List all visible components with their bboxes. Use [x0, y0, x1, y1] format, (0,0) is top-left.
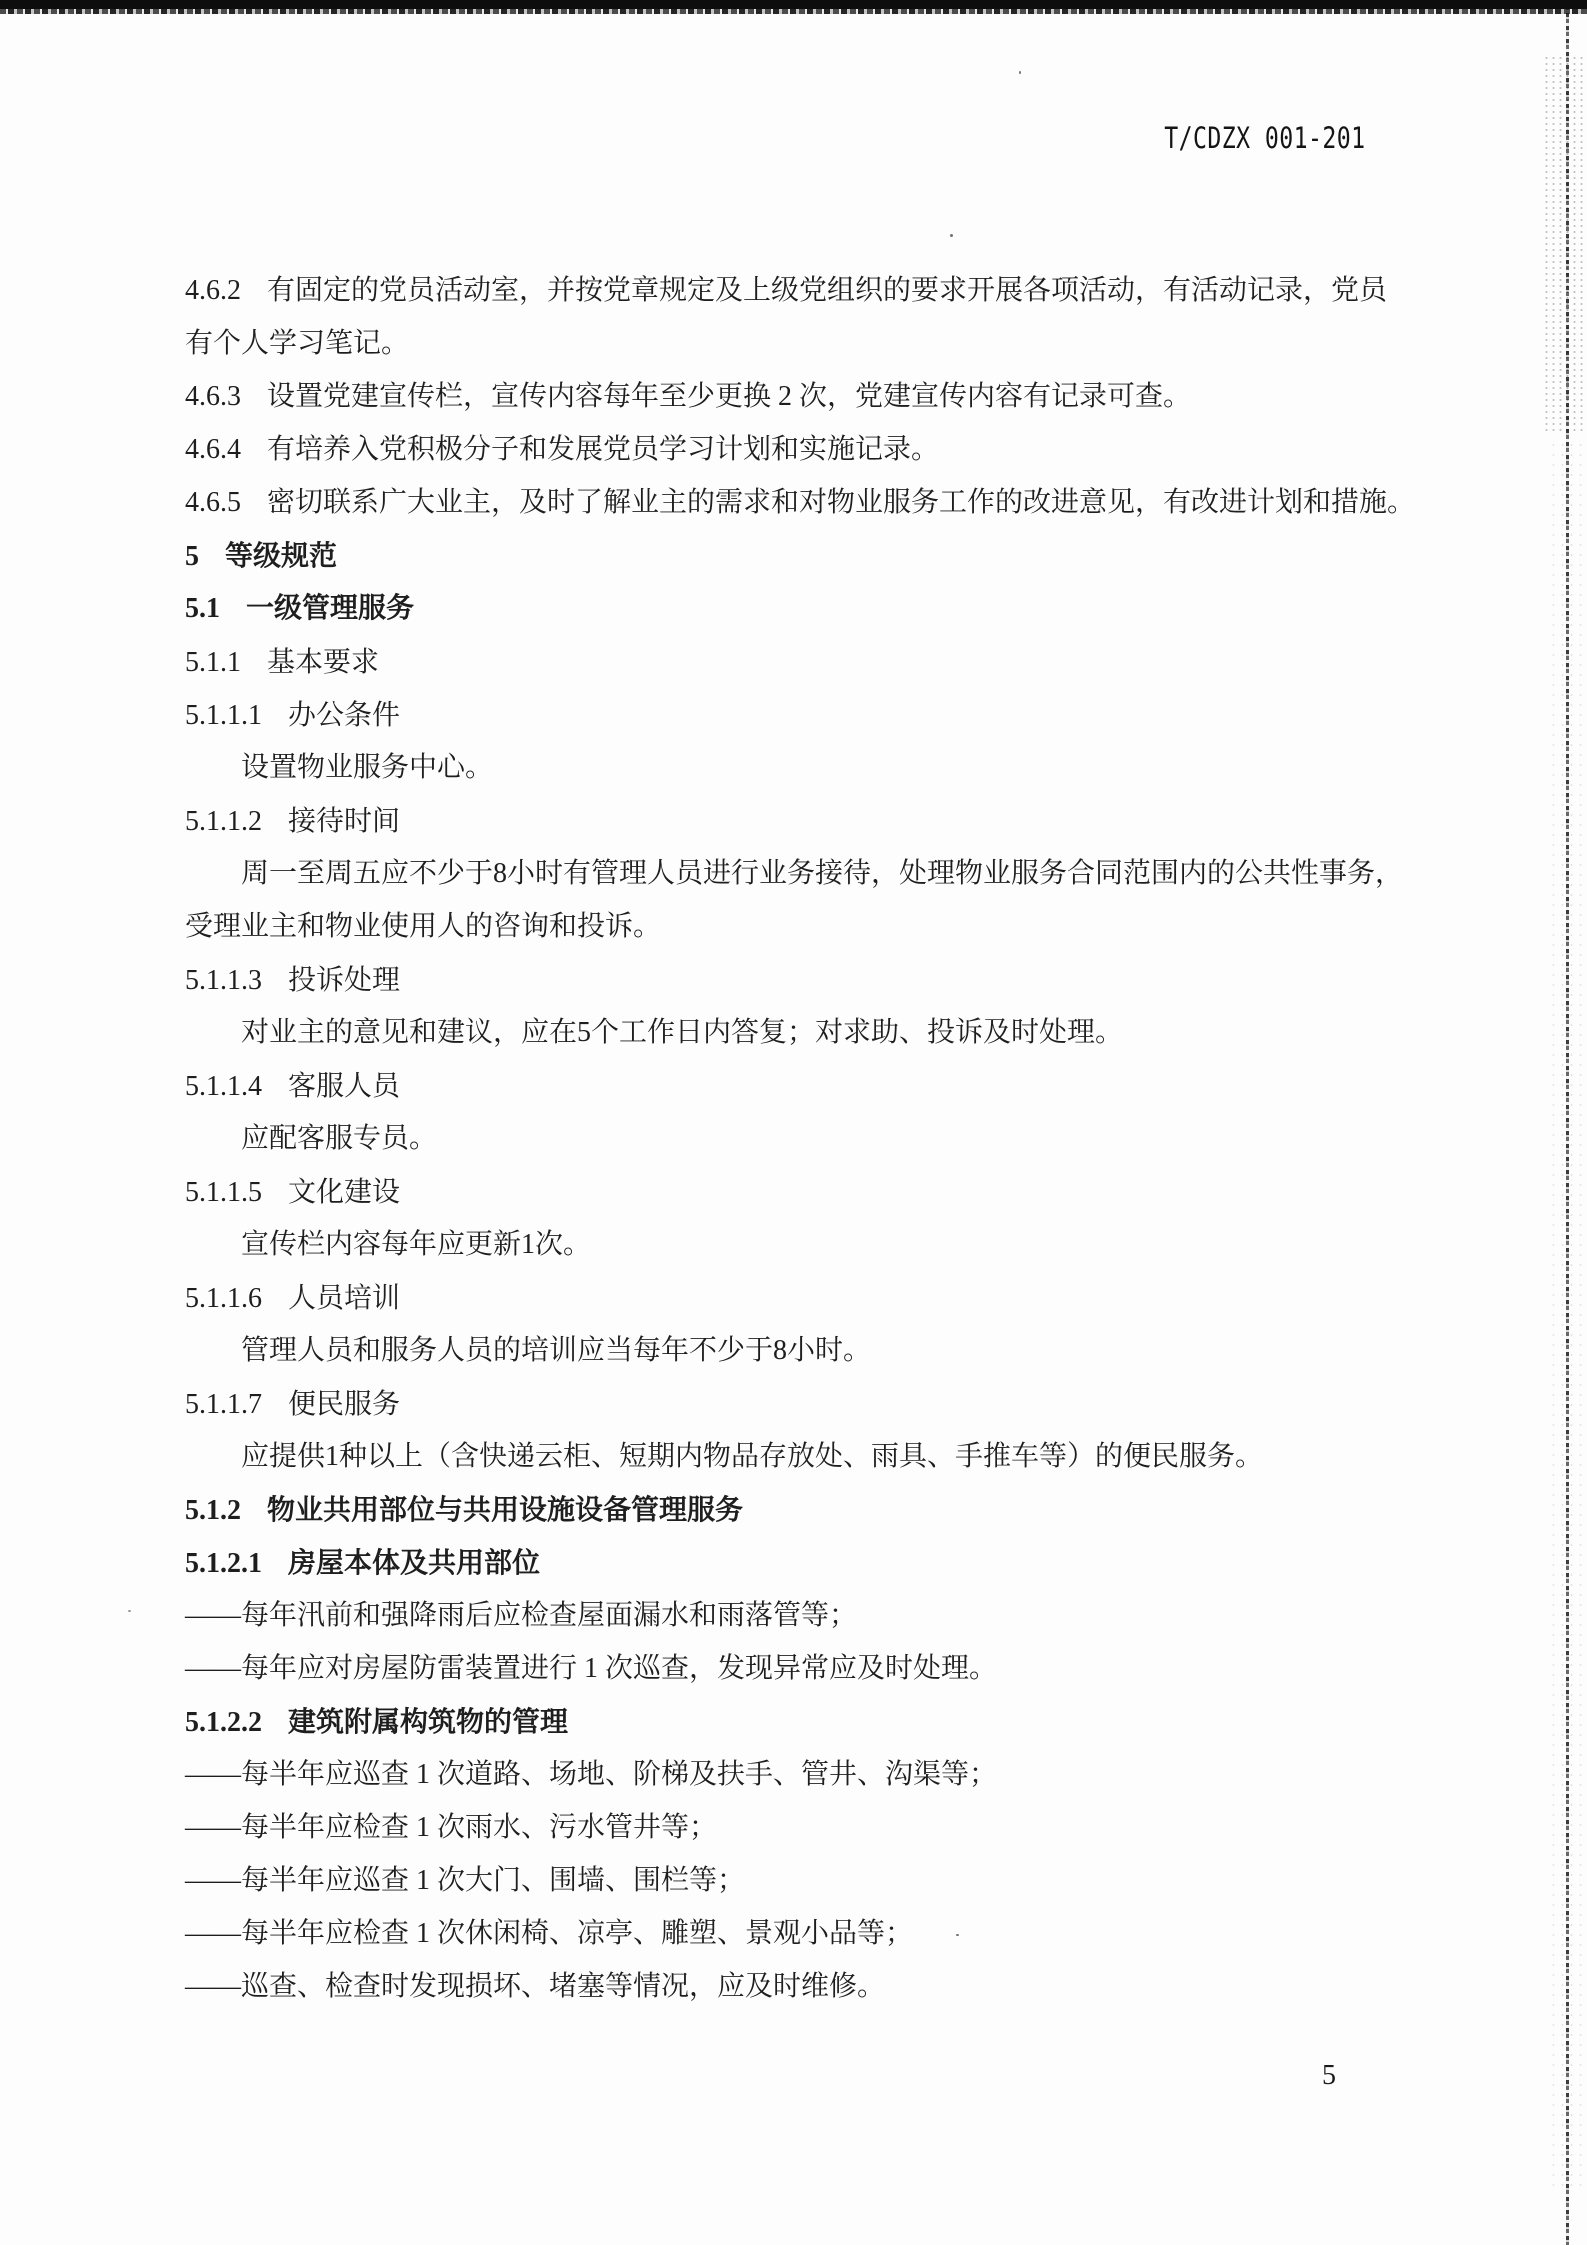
- clause-5.1.1.6: [185, 1271, 1445, 1324]
- clause-text: 建筑附属构筑物的管理: [288, 1706, 569, 1737]
- clause-5.1.1.4: [185, 1059, 1445, 1112]
- clause-text: ——每年汛前和强降雨后应检查屋面漏水和雨落管等；: [185, 1600, 858, 1631]
- clause-text: 设置物业服务中心。: [241, 752, 494, 783]
- clause-number: 4.6.2: [185, 275, 241, 306]
- clause-text: ——巡查、检查时发现损坏、堵塞等情况，应及时维修。: [185, 1971, 886, 2002]
- doc-line: [185, 317, 1445, 370]
- clause-number: 4.6.4: [185, 434, 241, 465]
- clause-number: 5.1.1.5: [185, 1177, 262, 1208]
- clause-text: 办公条件: [288, 699, 401, 730]
- doc-line: [185, 1006, 1445, 1059]
- clause-text: 对业主的意见和建议，应在5个工作日内答复；对求助、投诉及时处理。: [241, 1017, 1124, 1048]
- doc-line: [185, 1430, 1445, 1483]
- clause-number: 5.1.1: [185, 647, 241, 678]
- clause-5.1.1.1: [185, 688, 1445, 741]
- clause-5.1.1.7: [185, 1377, 1445, 1430]
- doc-line: [185, 1801, 1445, 1854]
- doc-line: [185, 1218, 1445, 1271]
- scan-speck-artifact: [1019, 71, 1021, 74]
- clause-text: ——每半年应检查 1 次雨水、污水管井等；: [185, 1812, 718, 1843]
- doc-line: [185, 741, 1445, 794]
- clause-text: 有个人学习笔记。: [185, 328, 410, 359]
- doc-line: [185, 1324, 1445, 1377]
- clause-text: 管理人员和服务人员的培训应当每年不少于8小时。: [241, 1335, 872, 1366]
- clause-text: 便民服务: [288, 1388, 401, 1419]
- clause-number: 5.1.2: [185, 1495, 241, 1526]
- doc-line: [185, 1112, 1445, 1165]
- scan-right-noise-artifact: [1543, 55, 1587, 435]
- clause-4.6.3: [185, 370, 1445, 423]
- clause-4.6.4: [185, 423, 1445, 476]
- clause-text: 物业共用部位与共用设施设备管理服务: [267, 1494, 744, 1525]
- scan-top-edge-artifact: [0, 0, 1587, 15]
- doc-line: [185, 900, 1445, 953]
- clause-5.1.1.5: [185, 1165, 1445, 1218]
- clause-number: 5: [185, 541, 199, 572]
- clause-text: 接待时间: [288, 805, 401, 836]
- clause-5.1: [185, 582, 1445, 635]
- clause-text: 受理业主和物业使用人的咨询和投诉。: [185, 911, 662, 942]
- doc-line: [185, 1907, 1445, 1960]
- doc-line: [185, 1589, 1445, 1642]
- clause-4.6.2: [185, 264, 1445, 317]
- clause-5.1.1.3: [185, 953, 1445, 1006]
- clause-5.1.2.2: [185, 1695, 1445, 1748]
- clause-text: 投诉处理: [288, 964, 401, 995]
- clause-text: 应提供1种以上（含快递云柜、短期内物品存放处、雨具、手推车等）的便民服务。: [241, 1441, 1264, 1472]
- clause-text: 等级规范: [225, 540, 338, 571]
- clause-text: ——每半年应巡查 1 次大门、围墙、围栏等；: [185, 1865, 746, 1896]
- clause-text: 一级管理服务: [246, 593, 415, 624]
- clause-number: 5.1.1.1: [185, 700, 262, 731]
- clause-text: 文化建设: [288, 1176, 401, 1207]
- clause-text: 应配客服专员。: [241, 1123, 438, 1154]
- doc-line: [185, 1854, 1445, 1907]
- clause-number: 5.1.1.4: [185, 1071, 262, 1102]
- clause-number: 4.6.5: [185, 487, 241, 518]
- clause-5.1.1.2: [185, 794, 1445, 847]
- clause-text: 宣传栏内容每年应更新1次。: [241, 1229, 592, 1260]
- scan-speck-artifact: [128, 1610, 131, 1612]
- clause-5.1.1: [185, 635, 1445, 688]
- scan-speck-artifact: [950, 234, 953, 237]
- clause-number: 5.1.2.1: [185, 1548, 262, 1579]
- clause-number: 5.1.1.6: [185, 1283, 262, 1314]
- clause-text: ——每半年应巡查 1 次道路、场地、阶梯及扶手、管井、沟渠等；: [185, 1759, 998, 1790]
- clause-text: 基本要求: [267, 646, 380, 677]
- doc-line: [185, 1960, 1445, 2013]
- clause-number: 5.1.1.2: [185, 806, 262, 837]
- clause-text: 人员培训: [288, 1282, 401, 1313]
- document-body: [185, 264, 1445, 2013]
- clause-text: ——每半年应检查 1 次休闲椅、凉亭、雕塑、景观小品等；: [185, 1918, 914, 1949]
- scan-right-noise-artifact: [1549, 440, 1587, 2190]
- clause-text: 周一至周五应不少于8小时有管理人员进行业务接待，处理物业服务合同范围内的公共性事务，: [241, 858, 1404, 889]
- clause-text: ——每年应对房屋防雷装置进行 1 次巡查，发现异常应及时处理。: [185, 1653, 998, 1684]
- standard-code-header: T/CDZX 001-201: [1163, 121, 1365, 155]
- clause-5.1.2: [185, 1483, 1445, 1536]
- clause-5.1.2.1: [185, 1536, 1445, 1589]
- clause-number: 5.1.1.7: [185, 1389, 262, 1420]
- clause-text: 设置党建宣传栏，宣传内容每年至少更换 2 次，党建宣传内容有记录可查。: [267, 381, 1192, 412]
- clause-5: [185, 529, 1445, 582]
- doc-line: [185, 1642, 1445, 1695]
- clause-number: 4.6.3: [185, 381, 241, 412]
- clause-number: 5.1.2.2: [185, 1707, 262, 1738]
- clause-text: 密切联系广大业主，及时了解业主的需求和对物业服务工作的改进意见，有改进计划和措施。: [267, 487, 1416, 518]
- clause-4.6.5: [185, 476, 1445, 529]
- clause-text: 房屋本体及共用部位: [288, 1547, 541, 1578]
- clause-number: 5.1: [185, 593, 220, 624]
- doc-line: [185, 847, 1445, 900]
- page-number: 5: [1322, 2060, 1336, 2091]
- clause-text: 有固定的党员活动室，并按党章规定及上级党组织的要求开展各项活动，有活动记录，党员: [267, 275, 1388, 306]
- clause-text: 有培养入党积极分子和发展党员学习计划和实施记录。: [267, 434, 940, 465]
- clause-number: 5.1.1.3: [185, 965, 262, 996]
- doc-line: [185, 1748, 1445, 1801]
- clause-text: 客服人员: [288, 1070, 401, 1101]
